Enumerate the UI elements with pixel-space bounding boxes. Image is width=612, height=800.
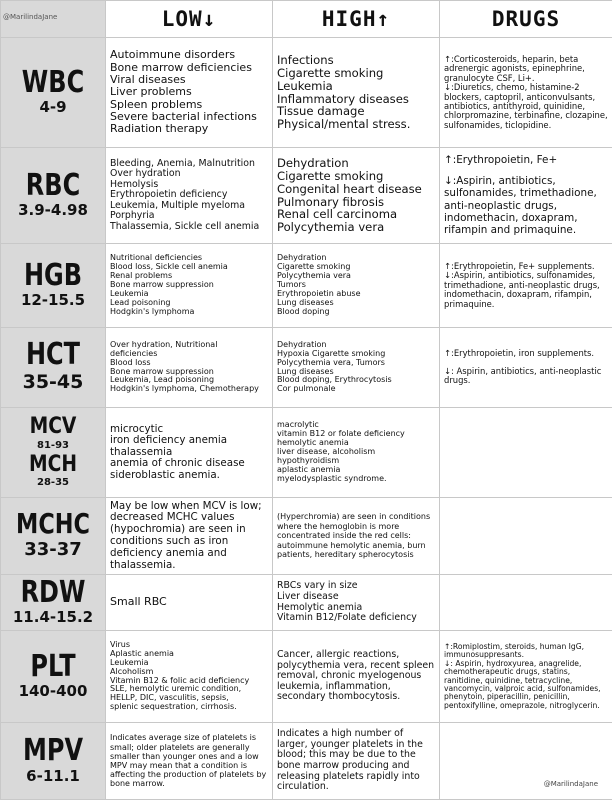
list-item: Vitamin B12/Folate deficiency bbox=[277, 613, 436, 624]
list-item: Liver problems bbox=[110, 86, 269, 98]
list-item: SLE, hemolytic uremic condition, bbox=[110, 685, 269, 694]
list-item: Bleeding, Anemia, Malnutrition bbox=[110, 159, 269, 170]
mpv-label-cell bbox=[1, 723, 106, 800]
mch-name: MCH bbox=[11, 453, 96, 476]
list-item: Blood loss, Sickle cell anemia bbox=[110, 263, 269, 272]
author-handle-top: @MarilindaJane bbox=[3, 13, 57, 21]
mcv-low bbox=[106, 408, 273, 498]
mpv-high: Indicates a high number of larger, younger platelets in the blood; this may be due to the bone marrow producing and releasing platelets rapidly into circulation. bbox=[273, 723, 440, 800]
list-item: Blood doping bbox=[277, 308, 436, 317]
list-item: Hodgkin's lymphoma bbox=[110, 308, 269, 317]
mpv-name: MPV bbox=[13, 736, 93, 767]
list-item: Nutritional deficiencies bbox=[110, 254, 269, 263]
plt-drugs-down: ↓: Aspirin, hydroxyurea, anagrelide, chemotherapeutic drugs, statins, ranitidine, quinidine, tetracycline, vancomycin, valproic acid, sulfonamides, phenytoin, piperacillin, penicillin, pentoxifylline, omeprazole, nitroglycerin. bbox=[444, 660, 609, 710]
plt-high: Cancer, allergic reactions, polycythemia vera, recent spleen removal, chronic myelogenous leukemia, inflammation, secondary thombocytosis. bbox=[273, 631, 440, 723]
row-rdw bbox=[1, 575, 612, 631]
list-item: Erythropoietin abuse bbox=[277, 290, 436, 299]
row-mpv bbox=[1, 723, 612, 800]
header-high: HIGH↑ bbox=[273, 1, 440, 38]
list-item: Cigarette smoking bbox=[277, 170, 436, 183]
list-item: Cor pulmonale bbox=[277, 385, 436, 394]
list-item: HELLP, DIC, vasculitis, sepsis, bbox=[110, 694, 269, 703]
hct-drugs bbox=[440, 328, 612, 408]
list-item: Spleen problems bbox=[110, 99, 269, 111]
wbc-high bbox=[273, 38, 440, 148]
list-item: Hemolytic anemia bbox=[277, 603, 436, 614]
list-item: splenic sequestration, cirrhosis. bbox=[110, 703, 269, 712]
rdw-label-cell bbox=[1, 575, 106, 631]
list-item: hypothyroidism bbox=[277, 457, 436, 466]
mcv-high bbox=[273, 408, 440, 498]
wbc-drugs-down: ↓:Diuretics, chemo, histamine-2 blockers, captopril, anticonvulsants, antibiotics, antithyroid, quinidine, chlorpromazine, terbinafine, clozapine, sulfonamides, ticlopidine. bbox=[444, 83, 609, 130]
list-item: deficiencies bbox=[110, 350, 269, 359]
list-item: Severe bacterial infections bbox=[110, 111, 269, 123]
list-item: thalassemia bbox=[110, 447, 269, 459]
mcv-label-cell bbox=[1, 408, 106, 498]
hct-high bbox=[273, 328, 440, 408]
list-item: Bone marrow suppression bbox=[110, 281, 269, 290]
list-item: Polycythemia vera bbox=[277, 221, 436, 234]
list-item: Leukemia bbox=[110, 659, 269, 668]
wbc-drugs-up: ↑:Corticosteroids, heparin, beta adrenergic agonists, epinephrine, granulocyte CSF, Li+. bbox=[444, 55, 609, 83]
hgb-range: 12-15.5 bbox=[3, 291, 103, 310]
rbc-name: RBC bbox=[13, 171, 93, 202]
list-item: Renal cell carcinoma bbox=[277, 208, 436, 221]
list-item: Leukemia bbox=[277, 80, 436, 93]
list-item: Alcoholism bbox=[110, 668, 269, 677]
list-item: Dehydration bbox=[277, 157, 436, 170]
mchc-range: 33-37 bbox=[3, 539, 103, 562]
mchc-low: May be low when MCV is low; decreased MCHC values (hypochromia) are seen in conditions such as iron deficiency anemia and thalassemia. bbox=[106, 498, 273, 575]
list-item: Cigarette smoking bbox=[277, 263, 436, 272]
rdw-range: 11.4-15.2 bbox=[3, 608, 103, 627]
list-item: Polycythemia vera bbox=[277, 272, 436, 281]
rbc-label-cell bbox=[1, 148, 106, 244]
list-item: Lead poisoning bbox=[110, 299, 269, 308]
list-item: Over hydration, Nutritional bbox=[110, 341, 269, 350]
rdw-name: RDW bbox=[13, 578, 93, 609]
hct-name: HCT bbox=[13, 340, 93, 371]
list-item: Bone marrow suppression bbox=[110, 368, 269, 377]
list-item: Dehydration bbox=[277, 254, 436, 263]
list-item: sideroblastic anemia. bbox=[110, 470, 269, 482]
list-item: Lung diseases bbox=[277, 368, 436, 377]
mchc-label-cell bbox=[1, 498, 106, 575]
list-item: Lung diseases bbox=[277, 299, 436, 308]
list-item: iron deficiency anemia bbox=[110, 435, 269, 447]
rbc-drugs-up: ↑:Erythropoietin, Fe+ bbox=[444, 154, 609, 166]
list-item: Physical/mental stress. bbox=[277, 118, 436, 131]
list-item: Tissue damage bbox=[277, 105, 436, 118]
rdw-drugs bbox=[440, 575, 612, 631]
mpv-low: Indicates average size of platelets is small; older platelets are generally smaller than younger ones and a low MPV may mean that a condition is affecting the production of platelets by bone marrow. bbox=[106, 723, 273, 800]
list-item: Leukemia, Multiple myeloma bbox=[110, 201, 269, 212]
plt-label-cell bbox=[1, 631, 106, 723]
plt-low bbox=[106, 631, 273, 723]
hct-low bbox=[106, 328, 273, 408]
hgb-high bbox=[273, 244, 440, 328]
list-item: myelodysplastic syndrome. bbox=[277, 475, 436, 484]
list-item: Virus bbox=[110, 641, 269, 650]
list-item: Tumors bbox=[277, 281, 436, 290]
list-item: Cigarette smoking bbox=[277, 67, 436, 80]
list-item: Over hydration bbox=[110, 169, 269, 180]
hct-drugs-down: ↓: Aspirin, antibiotics, anti-neoplastic drugs. bbox=[444, 367, 609, 386]
wbc-name: WBC bbox=[13, 68, 93, 99]
list-item: Pulmonary fibrosis bbox=[277, 196, 436, 209]
plt-drugs bbox=[440, 631, 612, 723]
list-item: Hemolysis bbox=[110, 180, 269, 191]
hgb-name: HGB bbox=[13, 261, 93, 292]
wbc-range: 4-9 bbox=[3, 98, 103, 117]
list-item: Renal problems bbox=[110, 272, 269, 281]
list-item: Leukemia, Lead poisoning bbox=[110, 376, 269, 385]
list-item: anemia of chronic disease bbox=[110, 458, 269, 470]
list-item: Polycythemia vera, Tumors bbox=[277, 359, 436, 368]
list-item: Thalassemia, Sickle cell anemia bbox=[110, 222, 269, 233]
row-plt bbox=[1, 631, 612, 723]
rbc-range: 3.9-4.98 bbox=[3, 201, 103, 220]
hct-range: 35-45 bbox=[3, 371, 103, 395]
list-item: Hypoxia Cigarette smoking bbox=[277, 350, 436, 359]
header-row bbox=[1, 1, 612, 38]
header-drugs: DRUGS bbox=[440, 1, 612, 38]
list-item: Vitamin B12 & folic acid deficiency bbox=[110, 677, 269, 686]
wbc-drugs bbox=[440, 38, 612, 148]
list-item: Erythropoietin deficiency bbox=[110, 190, 269, 201]
list-item: vitamin B12 or folate deficiency bbox=[277, 430, 436, 439]
list-item: Radiation therapy bbox=[110, 123, 269, 135]
list-item: macrolytic bbox=[277, 421, 436, 430]
rbc-drugs-down: ↓:Aspirin, antibiotics, sulfonamides, trimethadione, anti-neoplastic drugs, indomethacin, doxapram, rifampin and primaquine. bbox=[444, 175, 609, 237]
list-item: Porphyria bbox=[110, 211, 269, 222]
wbc-label-cell bbox=[1, 38, 106, 148]
wbc-low bbox=[106, 38, 273, 148]
row-hgb bbox=[1, 244, 612, 328]
mchc-high: (Hyperchromia) are seen in conditions where the hemoglobin is more concentrated inside the red cells: autoimmune hemolytic anemia, burn patients, hereditary spherocytosis bbox=[273, 498, 440, 575]
hct-label-cell bbox=[1, 328, 106, 408]
hct-drugs-up: ↑:Erythropoietin, iron supplements. bbox=[444, 349, 609, 358]
plt-range: 140-400 bbox=[3, 682, 103, 701]
list-item: aplastic anemia bbox=[277, 466, 436, 475]
list-item: Aplastic anemia bbox=[110, 650, 269, 659]
row-wbc bbox=[1, 38, 612, 148]
author-handle-bottom: @MarilindaJane bbox=[544, 780, 598, 788]
plt-drugs-up: ↑:Romiplostim, steroids, human IgG, immunosuppresants. bbox=[444, 643, 609, 660]
list-item: liver disease, alcoholism bbox=[277, 448, 436, 457]
list-item: hemolytic anemia bbox=[277, 439, 436, 448]
hgb-drugs-up: ↑:Erythropoietin, Fe+ supplements. bbox=[444, 262, 609, 271]
list-item: Viral diseases bbox=[110, 74, 269, 86]
list-item: Leukemia bbox=[110, 290, 269, 299]
mchc-name: MCHC bbox=[13, 510, 93, 539]
list-item: Autoimmune disorders bbox=[110, 49, 269, 61]
row-hct bbox=[1, 328, 612, 408]
hgb-low bbox=[106, 244, 273, 328]
list-item: Blood loss bbox=[110, 359, 269, 368]
rbc-drugs bbox=[440, 148, 612, 244]
list-item: Blood doping, Erythrocytosis bbox=[277, 376, 436, 385]
hgb-drugs bbox=[440, 244, 612, 328]
mcv-name: MCV bbox=[11, 415, 96, 438]
hgb-drugs-down: ↓:Aspirin, antibiotics, sulfonamides, trimethadione, anti-neoplastic drugs, indomethacin, doxapram, rifampin, primaquine. bbox=[444, 271, 609, 309]
mchc-drugs bbox=[440, 498, 612, 575]
list-item: Congenital heart disease bbox=[277, 183, 436, 196]
row-rbc bbox=[1, 148, 612, 244]
list-item: RBCs vary in size bbox=[277, 581, 436, 592]
mch-range: 28-35 bbox=[3, 476, 103, 490]
list-item: Hodgkin's lymphoma, Chemotherapy bbox=[110, 385, 269, 394]
plt-name: PLT bbox=[13, 652, 93, 683]
list-item: Inflammatory diseases bbox=[277, 93, 436, 106]
header-low: LOW↓ bbox=[106, 1, 273, 38]
list-item: Liver disease bbox=[277, 592, 436, 603]
rdw-low: Small RBC bbox=[106, 575, 273, 631]
row-mchc bbox=[1, 498, 612, 575]
row-mcv bbox=[1, 408, 612, 498]
rdw-high bbox=[273, 575, 440, 631]
rbc-low bbox=[106, 148, 273, 244]
rbc-high bbox=[273, 148, 440, 244]
hgb-label-cell bbox=[1, 244, 106, 328]
list-item: Bone marrow deficiencies bbox=[110, 62, 269, 74]
list-item: Dehydration bbox=[277, 341, 436, 350]
mpv-range: 6-11.1 bbox=[3, 767, 103, 786]
list-item: microcytic bbox=[110, 424, 269, 436]
list-item: Infections bbox=[277, 54, 436, 67]
mcv-range: 81-93 bbox=[3, 439, 103, 453]
mcv-drugs bbox=[440, 408, 612, 498]
